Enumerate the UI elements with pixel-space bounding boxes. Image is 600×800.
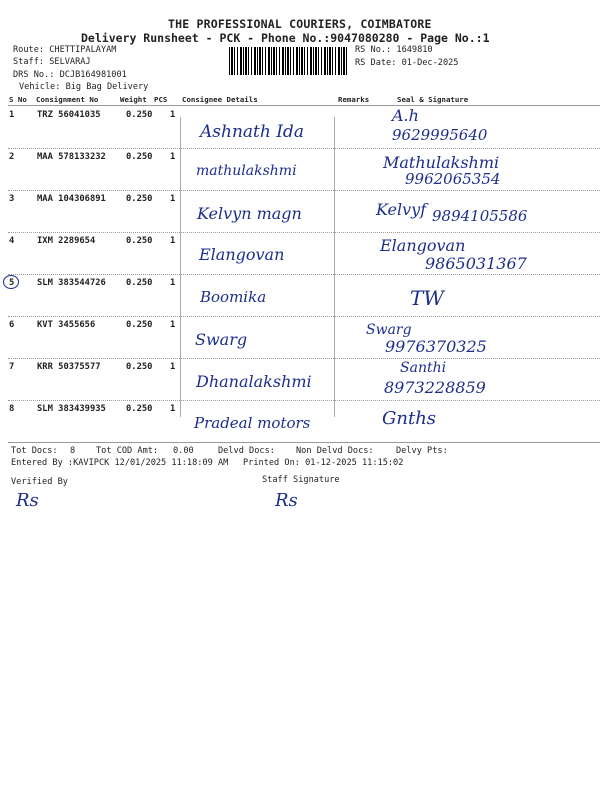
- phone-handwriting: 9976370325: [385, 337, 487, 356]
- consignee-handwriting: Boomika: [200, 288, 267, 306]
- signature-handwriting: Kelvyf: [376, 200, 427, 219]
- row-weight: 0.250: [126, 110, 153, 120]
- row-sno: 3: [9, 194, 15, 204]
- row-sno: 5: [9, 278, 15, 288]
- document-title: THE PROFESSIONAL COURIERS, COIMBATORE: [168, 17, 432, 31]
- staff-signature-label: Staff Signature: [262, 475, 340, 485]
- verifier-signature: Rs: [16, 490, 39, 511]
- row-weight: 0.250: [126, 362, 153, 372]
- route-label: Route: CHETTIPALAYAM: [13, 45, 117, 55]
- col-remarks: Remarks: [338, 95, 370, 104]
- drs-number: DRS No.: DCJB164981001: [13, 70, 127, 80]
- tot-docs-value: 8: [70, 446, 76, 456]
- printed-on: Printed On: 01-12-2025 11:15:02: [243, 458, 404, 468]
- row-consignment: KRR 50375577: [37, 362, 101, 372]
- row-pcs: 1: [170, 236, 176, 246]
- header-divider: [8, 105, 600, 106]
- remarks-column-border: [334, 117, 335, 417]
- row-divider: [8, 400, 600, 401]
- row-sno: 4: [9, 236, 15, 246]
- row-pcs: 1: [170, 110, 176, 120]
- staff-signature: Rs: [275, 490, 298, 511]
- tot-docs-label: Tot Docs:: [11, 446, 58, 456]
- row-divider: [8, 274, 600, 275]
- col-seal-signature: Seal & Signature: [397, 95, 469, 104]
- row-pcs: 1: [170, 152, 176, 162]
- row-weight: 0.250: [126, 236, 153, 246]
- row-sno: 7: [9, 362, 15, 372]
- row-sno: 1: [9, 110, 15, 120]
- row-consignment: MAA 578133232: [37, 152, 106, 162]
- row-consignment: IXM 2289654: [37, 236, 96, 246]
- row-consignment: KVT 3455656: [37, 320, 96, 330]
- phone-handwriting: 9894105586: [432, 207, 528, 225]
- row-sno: 2: [9, 152, 15, 162]
- consignee-handwriting: Dhanalakshmi: [196, 372, 312, 391]
- signature-handwriting: A.h: [392, 106, 419, 125]
- row-sno: 8: [9, 404, 15, 414]
- cod-label: Tot COD Amt:: [96, 446, 159, 456]
- row-weight: 0.250: [126, 194, 153, 204]
- row-consignment: SLM 383544726: [37, 278, 106, 288]
- row-weight: 0.250: [126, 152, 153, 162]
- phone-handwriting: 9962065354: [405, 170, 501, 188]
- consignee-handwriting: Elangovan: [199, 245, 285, 264]
- signature-handwriting: TW: [410, 286, 444, 310]
- barcode: [229, 47, 349, 75]
- row-consignment: TRZ 56041035: [37, 110, 101, 120]
- consignee-column-border: [180, 117, 181, 417]
- consignee-handwriting: Ashnath Ida: [200, 122, 304, 142]
- col-pcs: PCS: [154, 95, 168, 104]
- signature-handwriting: Elangovan: [380, 236, 466, 255]
- rs-date: RS Date: 01-Dec-2025: [355, 58, 459, 68]
- vehicle-label: Vehicle: Big Bag Delivery: [19, 82, 149, 92]
- row-pcs: 1: [170, 404, 176, 414]
- signature-handwriting: Mathulakshmi: [383, 153, 500, 172]
- row-weight: 0.250: [126, 320, 153, 330]
- rs-number: RS No.: 1649810: [355, 45, 433, 55]
- delvd-docs-label: Delvd Docs:: [218, 446, 275, 456]
- cod-value: 0.00: [173, 446, 194, 456]
- col-sno: S No: [9, 95, 27, 104]
- row-divider: [8, 190, 600, 191]
- col-consignee: Consignee Details: [182, 95, 258, 104]
- non-delvd-docs-label: Non Delvd Docs:: [296, 446, 374, 456]
- document-subtitle: Delivery Runsheet - PCK - Phone No.:9047080280 - Page No.:1: [81, 31, 490, 45]
- row-divider: [8, 148, 600, 149]
- col-consignment: Consignment No: [36, 95, 99, 104]
- consignee-handwriting: Kelvyn magn: [197, 204, 302, 223]
- verified-by-label: Verified By: [11, 477, 68, 487]
- row-pcs: 1: [170, 194, 176, 204]
- phone-handwriting: 9629995640: [392, 126, 488, 144]
- table-bottom-border: [8, 442, 600, 443]
- phone-handwriting: 8973228859: [384, 378, 486, 397]
- entered-by: Entered By :KAVIPCK 12/01/2025 11:18:09 AM: [11, 458, 229, 468]
- staff-label: Staff: SELVARAJ: [13, 57, 91, 67]
- row-pcs: 1: [170, 362, 176, 372]
- signature-handwriting: Swarg: [366, 322, 412, 338]
- row-weight: 0.250: [126, 278, 153, 288]
- row-consignment: SLM 383439935: [37, 404, 106, 414]
- row-divider: [8, 316, 600, 317]
- phone-handwriting: 9865031367: [425, 254, 527, 273]
- row-pcs: 1: [170, 320, 176, 330]
- consignee-handwriting: mathulakshmi: [196, 163, 297, 179]
- row-divider: [8, 358, 600, 359]
- row-sno: 6: [9, 320, 15, 330]
- delvy-pts-label: Delvy Pts:: [396, 446, 448, 456]
- row-consignment: MAA 104306891: [37, 194, 106, 204]
- consignee-handwriting: Swarg: [195, 330, 248, 349]
- row-pcs: 1: [170, 278, 176, 288]
- row-divider: [8, 232, 600, 233]
- consignee-handwriting: Pradeal motors: [194, 414, 311, 432]
- signature-handwriting: Gnths: [382, 408, 437, 429]
- signature-handwriting: Santhi: [400, 360, 447, 376]
- col-weight: Weight: [120, 95, 147, 104]
- row-weight: 0.250: [126, 404, 153, 414]
